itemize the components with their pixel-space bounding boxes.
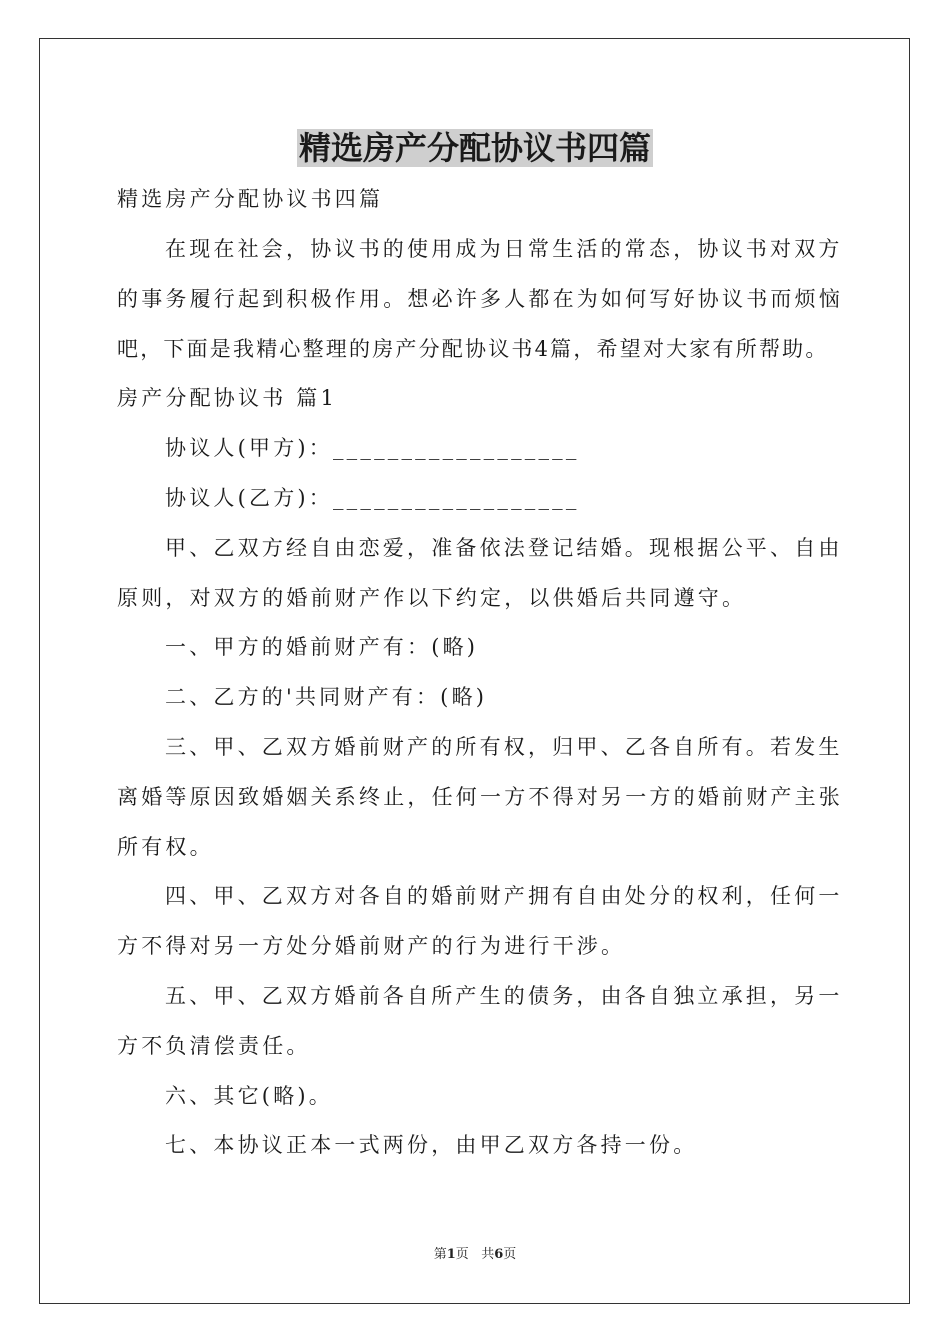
clause-line: 五、甲、乙双方婚前各自所产生的债务，由各自独立承担，另一 xyxy=(165,984,843,1008)
clause-line: 六、其它(略)。 xyxy=(165,1084,333,1108)
paragraph-line: 甲、乙双方经自由恋爱，准备依法登记结婚。现根据公平、自由 xyxy=(165,536,843,560)
clause-line: 所有权。 xyxy=(117,835,214,859)
document-title-text: 精选房产分配协议书四篇 xyxy=(298,129,651,167)
paragraph-line: 原则，对双方的婚前财产作以下约定，以供婚后共同遵守。 xyxy=(117,586,747,610)
page-border xyxy=(39,38,910,1304)
paragraph-line: 吧，下面是我精心整理的房产分配协议书4篇，希望对大家有所帮助。 xyxy=(117,337,829,361)
clause-line: 三、甲、乙双方婚前财产的所有权，归甲、乙各自所有。若发生 xyxy=(165,735,843,759)
section-heading: 房产分配协议书 篇1 xyxy=(117,386,338,410)
page-suffix: 页 xyxy=(455,1247,469,1262)
page-prefix: 第 xyxy=(433,1247,447,1262)
page-number: 1 xyxy=(446,1247,456,1262)
clause-line: 四、甲、乙双方对各自的婚前财产拥有自由处分的权利，任何一 xyxy=(165,884,843,908)
clause-line: 离婚等原因致婚姻关系终止，任何一方不得对另一方的婚前财产主张 xyxy=(117,785,843,809)
clause-line: 方不得对另一方处分婚前财产的行为进行干涉。 xyxy=(117,934,626,958)
paragraph-line: 的事务履行起到积极作用。想必许多人都在为如何写好协议书而烦恼 xyxy=(117,287,843,311)
party-b-line: 协议人(乙方)：__________________ xyxy=(165,486,580,510)
page-footer xyxy=(0,1246,950,1264)
total-prefix: 共 xyxy=(481,1247,495,1262)
clause-line: 一、甲方的婚前财产有：(略) xyxy=(165,635,479,659)
subtitle-line: 精选房产分配协议书四篇 xyxy=(117,187,384,211)
clause-line: 二、乙方的'共同财产有：(略) xyxy=(165,685,488,709)
paragraph-line: 在现在社会，协议书的使用成为日常生活的常态，协议书对双方 xyxy=(165,237,843,261)
document-title xyxy=(0,126,950,170)
clause-line: 方不负清偿责任。 xyxy=(117,1034,311,1058)
party-a-line: 协议人(甲方)：__________________ xyxy=(165,436,580,460)
total-pages: 6 xyxy=(494,1247,504,1262)
clause-line: 七、本协议正本一式两份，由甲乙双方各持一份。 xyxy=(165,1133,698,1157)
total-suffix: 页 xyxy=(503,1247,517,1262)
